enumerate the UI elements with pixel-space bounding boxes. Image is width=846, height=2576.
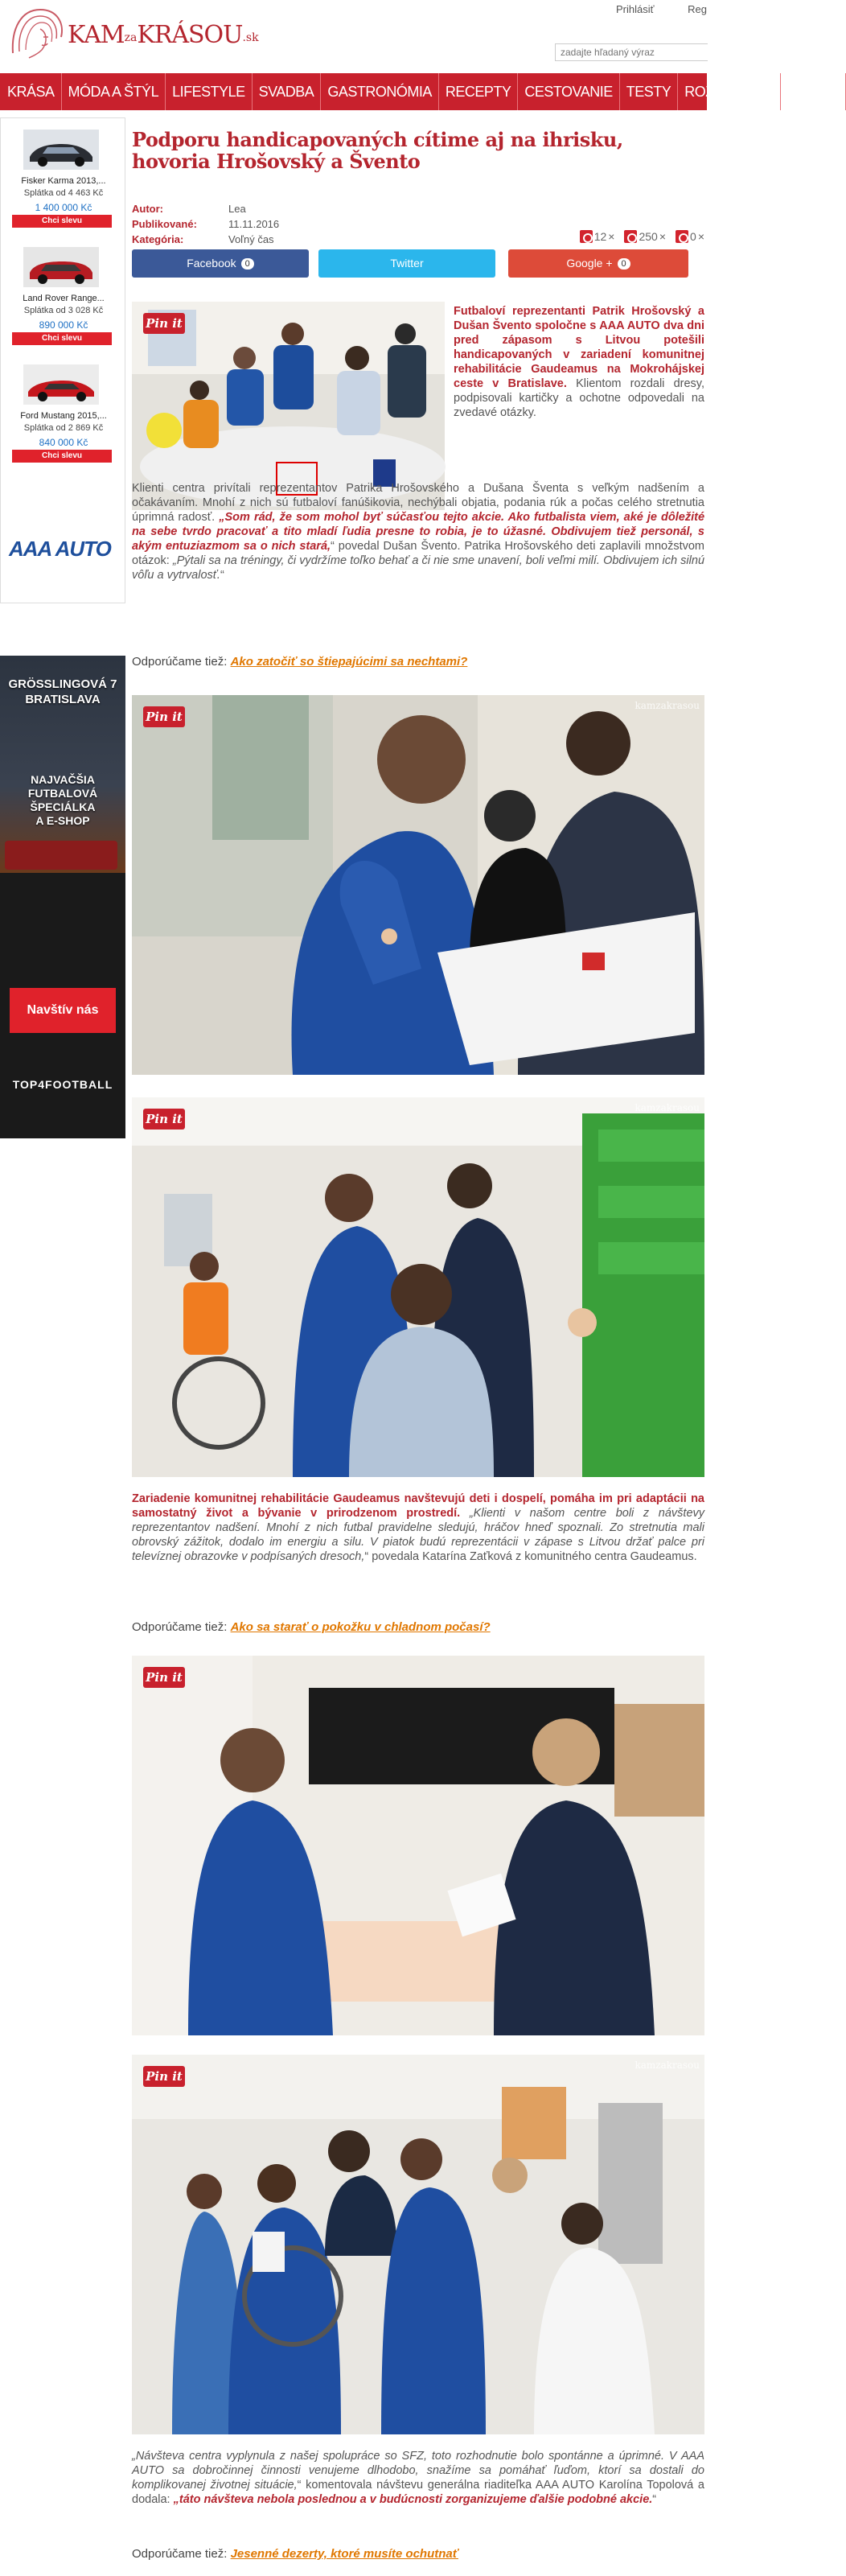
nav-item-svadba[interactable]: SVADBA <box>253 73 322 110</box>
shares-count: 250 <box>639 230 658 243</box>
nav-item-horoskopy[interactable]: HOROS <box>781 73 846 110</box>
google-count: 0 <box>618 258 630 270</box>
recommended-link-1[interactable]: Ako zatočiť so štiepajúcimi sa nechtami? <box>230 655 468 669</box>
p4-quote: „Návšteva centra vyplynula z našej spolupráce so SFZ, toto rozhodnutie bolo spontánne a úprimné. V AAA AUTO sa dobročinnej činnosti venujeme dlhodobo, snažíme sa pomáhať ľuďom, ktorí sa dostali do komplikovanej životnej situácie, <box>132 2450 704 2492</box>
p4-text-b: “ komentovala návštevu generálna riaditeľka AAA AUTO Karolína Topolová a dodala: <box>132 2479 704 2506</box>
store-ad-line6: A E-SHOP <box>35 814 90 827</box>
car-installment: Splátka od 3 028 Kč <box>23 306 104 315</box>
share-icon <box>624 230 637 243</box>
likes-stat <box>580 230 615 243</box>
article-paragraph-2 <box>132 481 704 582</box>
logo-part3: KRÁSOU <box>137 21 243 49</box>
logo-wordmark <box>68 21 259 49</box>
store-ad-banner[interactable] <box>0 656 125 1138</box>
car-ad-banner[interactable] <box>0 117 125 603</box>
site-header <box>0 0 707 71</box>
photo-5-image <box>132 2055 704 2434</box>
article-photo-2 <box>132 695 704 1075</box>
logo-part1: KAM <box>68 21 125 49</box>
logo-face-icon <box>5 5 69 61</box>
facebook-label: Facebook <box>187 257 236 270</box>
intro-highlight: Futbaloví reprezentanti Patrik Hrošovský a Dušan Švento spoločne s AAA AUTO dva dni pred zápasom s Litvou potešili handicapovaných v zariadení komunitnej rehabilitácie Gaudeamus na Mokrohájskej ceste v Bratislave. <box>454 305 704 390</box>
article-stats <box>580 230 704 243</box>
p2-text-a: Klienti centra privítali reprezentantov Patrika Hrošovského a Dušana Šventa s veľkým nadšením a očakávaním. Mnohí z nich sú futbaloví fanúšikovia, nechýbali objatia, podania rúk a počas celého stretnutia úprimná radosť. <box>132 482 704 524</box>
nav-item-rozhovory[interactable]: ROZHOVORY <box>678 73 781 110</box>
published-value: 11.11.2016 <box>228 218 280 230</box>
facebook-count: 0 <box>241 258 254 270</box>
car-title: Fisker Karma 2013,... <box>21 176 106 186</box>
discount-button[interactable]: Chci slevu <box>12 215 112 228</box>
p3-end: “ povedala Katarína Zaťková z komunitného centra Gaudeamus. <box>364 1550 697 1563</box>
author-label: Autor: <box>132 203 163 215</box>
store-ad-logo: TOP4FOOTBALL <box>12 1078 113 1091</box>
article-photo-4 <box>132 1656 704 2035</box>
pinterest-button[interactable]: Pin it <box>143 1667 185 1688</box>
p3-quote: „Klienti v našom centre boli z návštevy reprezentantov nadšení. Mnohí z nich futbal pravidelne sledujú, hráčov hneď spoznali. Zo stretnutia mali obrovský zážitok, dodalo im energiu a silu. V piatok budú reprezentácii v zápase s Litvou držať palce pri televíznej obrazovke v podpísaných dresoch, <box>132 1507 705 1563</box>
discount-button[interactable]: Chci slevu <box>12 450 112 463</box>
car-ad-item[interactable] <box>1 118 126 231</box>
recommended-link-3[interactable]: Jesenné dezerty, ktoré musíte ochutnať <box>230 2547 458 2561</box>
account-links <box>585 3 707 15</box>
p4-end: “ <box>652 2493 657 2506</box>
p3-highlight: Zariadenie komunitnej rehabilitácie Gaudeamus navštevujú deti i dospelí, pomáha im pri adaptácii na samostatný život a bývanie v prirodzenom prostredí. <box>132 1492 704 1520</box>
nav-item-lifestyle[interactable]: LIFESTYLE <box>166 73 253 110</box>
car-installment: Splátka od 2 869 Kč <box>23 423 104 433</box>
p2-quote-2: „Pýtali sa na tréningy, či vydržíme toľko behať a či nie sme unavení, boli veľmi milí. Obdivujem ich silnú vôľu a vytrvalosť. <box>132 554 705 582</box>
car-price: 890 000 Kč <box>39 319 88 331</box>
store-ad-line3: NAJVAČŠIA <box>31 773 95 786</box>
car-image <box>23 364 99 405</box>
nav-item-testy[interactable]: TESTY <box>620 73 679 110</box>
article-intro <box>454 304 704 420</box>
category-value[interactable]: Voľný čas <box>228 233 274 245</box>
recommended-link-2[interactable]: Ako sa starať o pokožku v chladnom počasí? <box>230 1620 491 1634</box>
recommended-label: Odporúčame tiež: <box>132 2547 228 2561</box>
category-label: Kategória: <box>132 233 184 245</box>
stat-suffix: × <box>697 230 704 243</box>
intro-rest: Klientom rozdali dresy, podpisovali kartičky a ochotne odpovedali na zvedavé otázky. <box>454 377 705 419</box>
photo-watermark: kamzakrasou <box>634 2060 700 2071</box>
pinterest-button[interactable]: Pin it <box>143 1109 185 1130</box>
site-logo[interactable] <box>5 5 294 61</box>
recommended-3 <box>132 2547 458 2561</box>
facebook-share-button[interactable] <box>132 249 309 278</box>
nav-item-recepty[interactable]: RECEPTY <box>439 73 519 110</box>
pinterest-button[interactable]: Pin it <box>143 706 185 727</box>
aaa-auto-logo[interactable]: AAA AUTO <box>9 537 111 561</box>
pinterest-button[interactable]: Pin it <box>143 313 185 334</box>
p2-text-b: “ povedal Dušan Švento. Patrika Hrošovského deti zaplavili množstvom otázok: <box>132 540 704 567</box>
main-nav <box>0 73 839 110</box>
comments-stat <box>676 230 704 243</box>
store-ad-address <box>0 677 125 707</box>
store-ad-line2: BRATISLAVA <box>25 693 101 706</box>
car-title: Ford Mustang 2015,... <box>20 411 107 421</box>
article-paragraph-4 <box>132 2449 704 2507</box>
recommended-1 <box>132 655 467 669</box>
register-link[interactable]: Reg <box>688 3 707 15</box>
google-share-button[interactable] <box>508 249 688 278</box>
article-photo-3 <box>132 1097 704 1477</box>
search-input[interactable] <box>555 43 708 61</box>
photo-watermark: kamzakrasou <box>634 700 700 711</box>
nav-item-gastronomia[interactable]: GASTRONÓMIA <box>321 73 439 110</box>
article-paragraph-3 <box>132 1492 704 1564</box>
p2-quote: „Som rád, že som mohol byť súčasťou tejto akcie. Ako futbalista viem, aké je dôležité na sebe tvrdo pracovať a tito mladí ľudia presne to robia, je to úžasné. Obdivujem tiež personál, s akým entuziazmom sa o nich stará, <box>132 511 705 553</box>
car-title: Land Rover Range... <box>23 294 105 303</box>
google-label: Google + <box>566 257 613 270</box>
p4-quote-2: „táto návšteva nebola poslednou a v budúcnosti zorganizujeme ďalšie podobné akcie. <box>173 2493 653 2506</box>
stat-suffix: × <box>659 230 667 243</box>
car-image <box>23 130 99 170</box>
photo-watermark: kamzakrasou <box>634 1102 700 1113</box>
likes-count: 12 <box>593 230 607 243</box>
photo-2-image <box>132 695 704 1075</box>
car-image <box>23 247 99 287</box>
car-price: 840 000 Kč <box>39 437 88 448</box>
photo-3-image <box>132 1097 704 1477</box>
login-link[interactable]: Prihlásiť <box>616 3 655 15</box>
store-ad-slogan <box>0 773 125 828</box>
nav-item-moda[interactable]: MÓDA A ŠTÝL <box>62 73 166 110</box>
store-ad-line4: FUTBALOVÁ <box>27 787 98 800</box>
author-value: Lea <box>228 203 246 215</box>
store-ad-line1: GRÖSSLINGOVÁ 7 <box>8 677 117 691</box>
pinterest-button[interactable]: Pin it <box>143 2066 185 2087</box>
recommended-label: Odporúčame tiež: <box>132 1620 228 1634</box>
heart-icon <box>580 230 593 243</box>
p2-end: “ <box>220 569 224 582</box>
nav-item-cestovanie[interactable]: CESTOVANIE <box>518 73 619 110</box>
photo-4-image <box>132 1656 704 2035</box>
car-installment: Splátka od 4 463 Kč <box>23 188 104 198</box>
comment-icon <box>676 230 688 243</box>
comments-count: 0 <box>690 230 696 243</box>
logo-part2: za <box>124 31 138 44</box>
logo-part4: .sk <box>242 31 259 44</box>
car-ad-item[interactable] <box>1 236 126 348</box>
discount-button[interactable]: Chci slevu <box>12 332 112 345</box>
article-meta <box>132 201 279 247</box>
published-label: Publikované: <box>132 218 197 230</box>
store-ad-line5: ŠPECIÁLKA <box>30 800 96 813</box>
store-ad-table-image <box>5 841 117 870</box>
article-title: Podporu handicapovaných cítime aj na ihrisku, hovoria Hrošovský a Švento <box>132 128 623 173</box>
stat-suffix: × <box>608 230 615 243</box>
article-photo-1 <box>132 302 445 510</box>
nav-item-krasa[interactable]: KRÁSA <box>0 73 62 110</box>
article-photo-5 <box>132 2055 704 2434</box>
recommended-label: Odporúčame tiež: <box>132 655 228 669</box>
car-price: 1 400 000 Kč <box>35 202 92 213</box>
twitter-label: Twitter <box>390 257 424 270</box>
twitter-share-button[interactable] <box>318 249 495 278</box>
recommended-2 <box>132 1620 491 1634</box>
car-ad-item[interactable] <box>1 353 126 466</box>
shares-stat <box>624 230 666 243</box>
visit-store-button[interactable]: Navštív nás <box>10 988 116 1033</box>
